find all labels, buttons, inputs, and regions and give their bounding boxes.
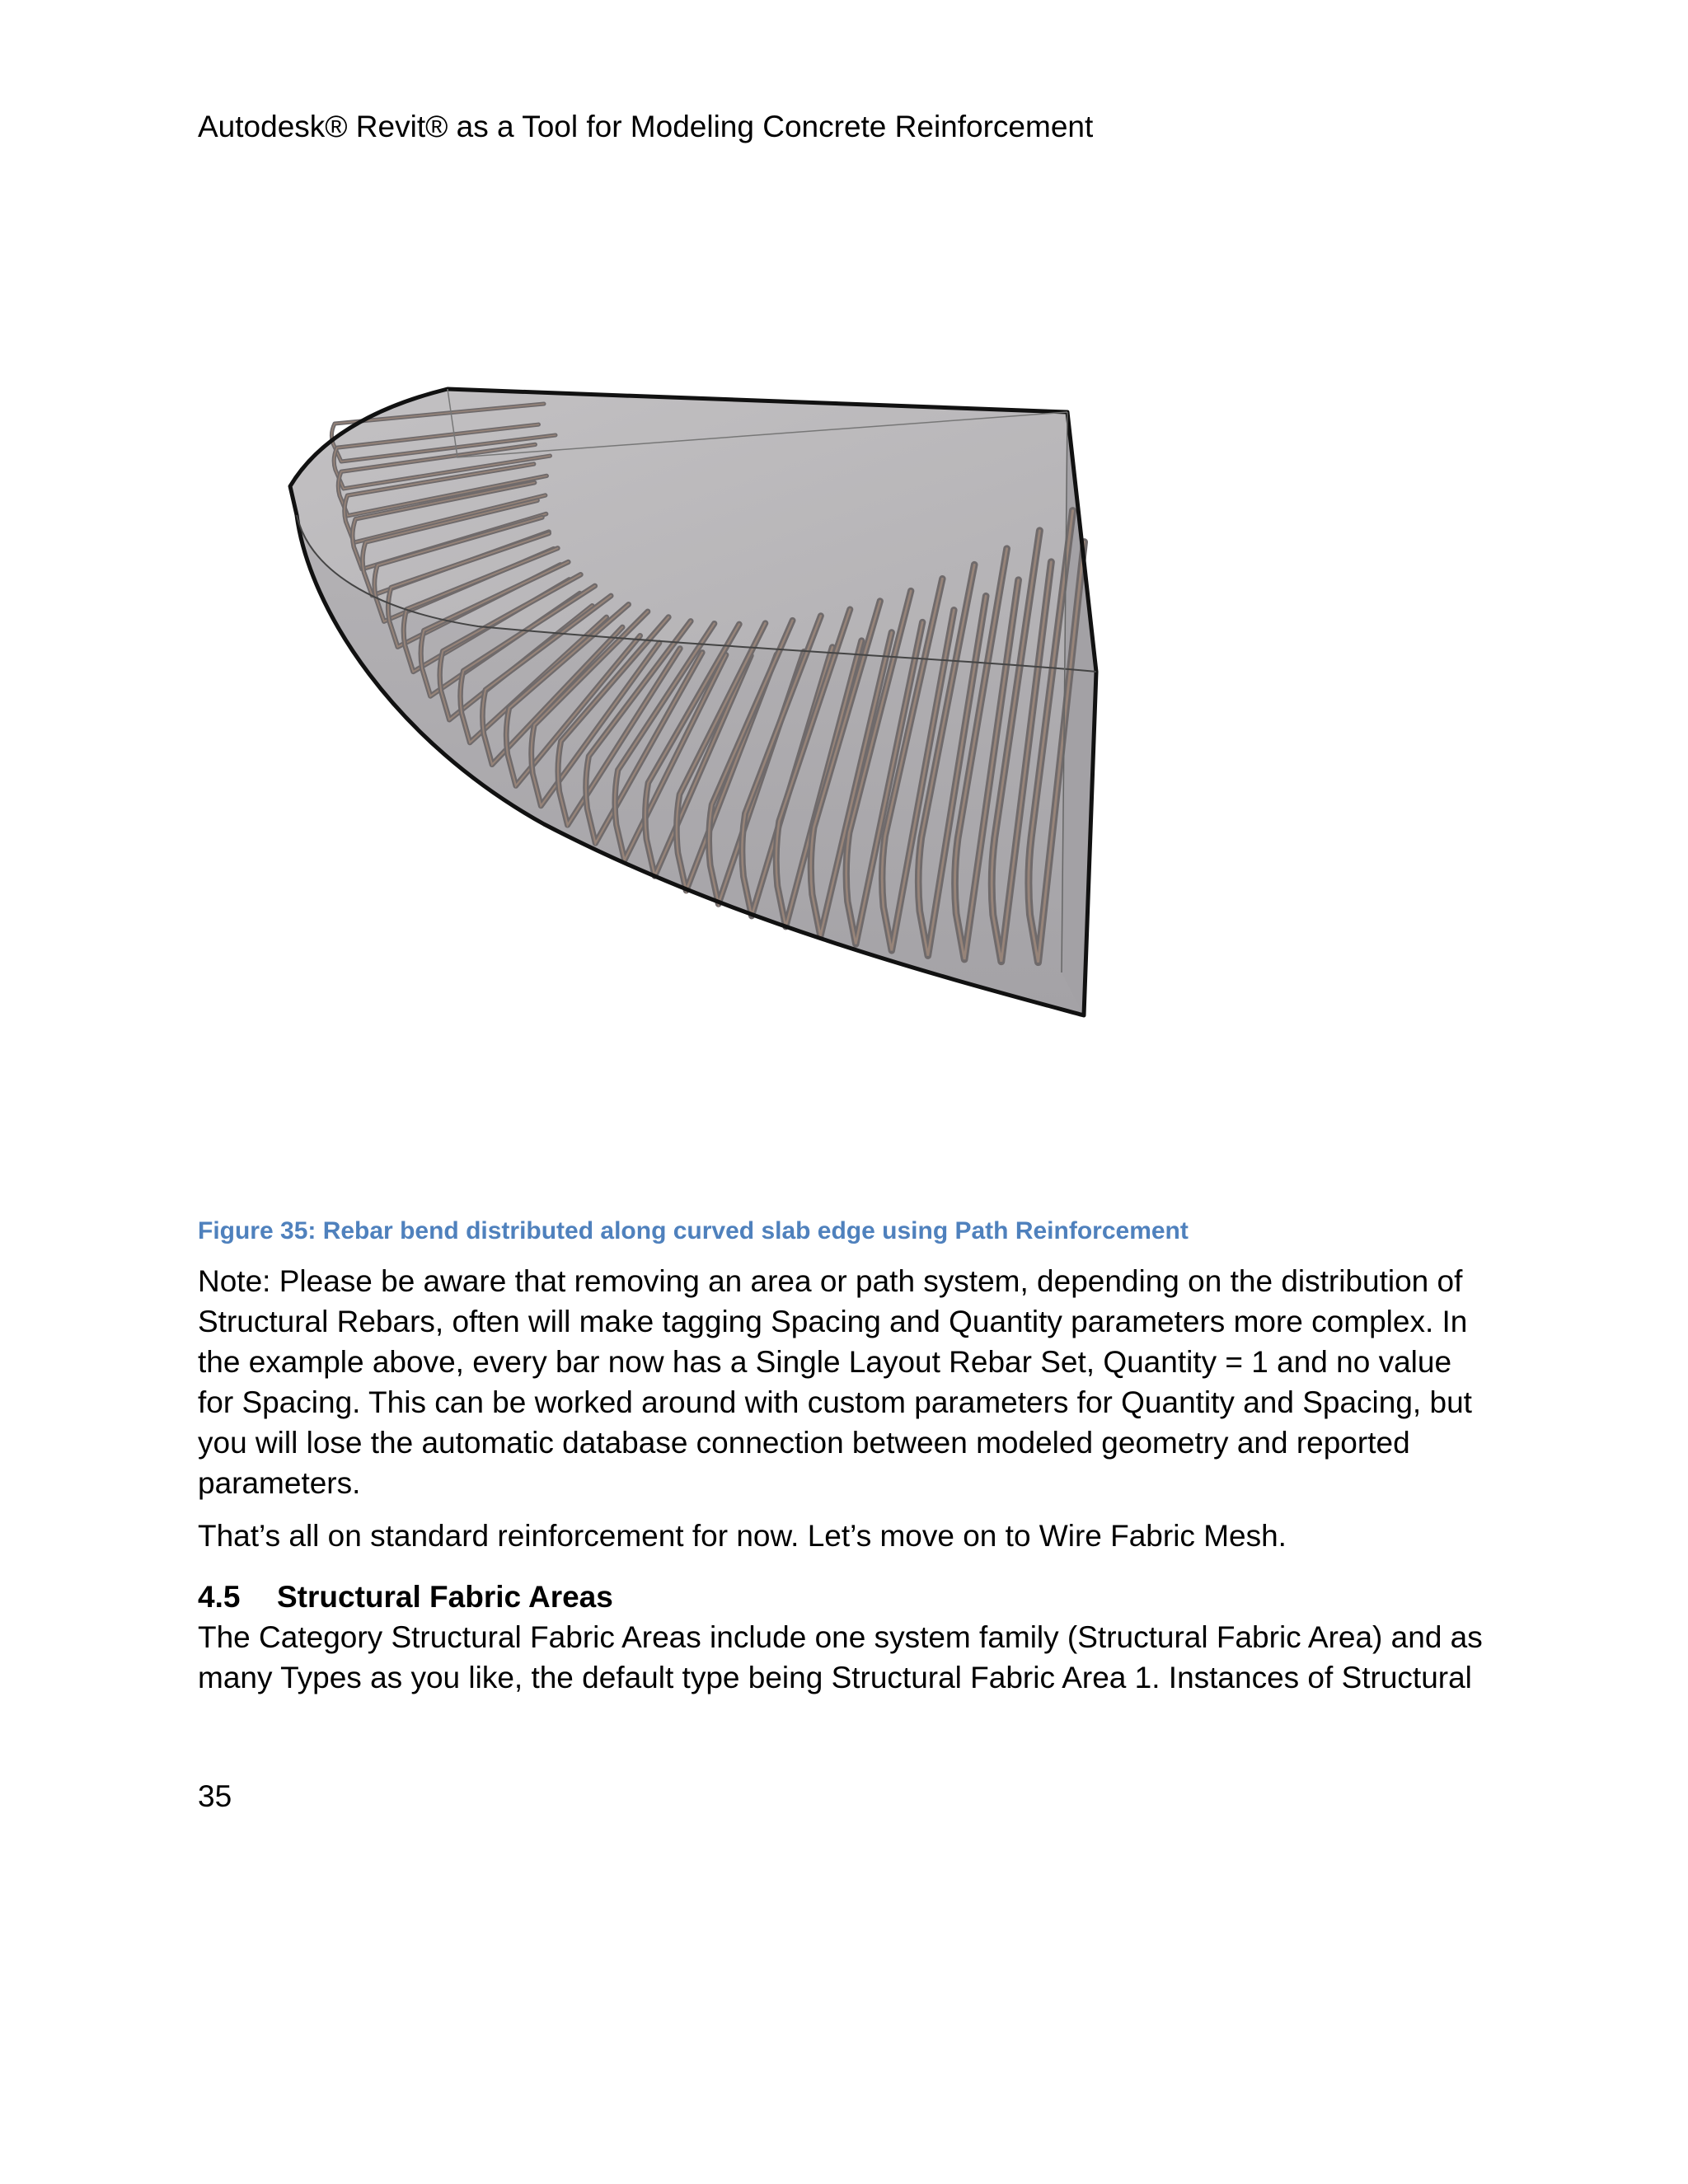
figure-caption: Figure 35: Rebar bend distributed along curved slab edge using Path Reinforcement xyxy=(198,1217,1189,1244)
paragraph-standard-reinforcement: That’s all on standard reinforcement for now. Let’s move on to Wire Fabric Mesh. xyxy=(198,1519,1287,1553)
section-title: Structural Fabric Areas xyxy=(277,1580,613,1614)
page-number: 35 xyxy=(198,1779,232,1813)
paragraph-line: many Types as you like, the default type being Structural Fabric Area 1. Instances of Structural xyxy=(198,1661,1472,1694)
note-line: Note: Please be aware that removing an area or path system, depending on the distribution of xyxy=(198,1264,1463,1298)
note-line: you will lose the automatic database connection between modeled geometry and reported xyxy=(198,1426,1410,1460)
figure-rebar-curved-slab xyxy=(272,363,1426,1203)
paragraph-fabric-areas xyxy=(198,1617,1483,1698)
note-paragraph xyxy=(198,1261,1500,1503)
note-line: parameters. xyxy=(198,1466,361,1500)
note-line: for Spacing. This can be worked around with custom parameters for Quantity and Spacing, but xyxy=(198,1385,1472,1419)
rebar-slab-illustration xyxy=(272,363,1426,1203)
paragraph-line: The Category Structural Fabric Areas include one system family (Structural Fabric Area) and as xyxy=(198,1620,1483,1654)
note-line: Structural Rebars, often will make tagging Spacing and Quantity parameters more complex. In xyxy=(198,1305,1468,1338)
page-header: Autodesk® Revit® as a Tool for Modeling Concrete Reinforcement xyxy=(198,110,1094,143)
section-number: 4.5 xyxy=(198,1580,241,1614)
note-line: the example above, every bar now has a Single Layout Rebar Set, Quantity = 1 and no value xyxy=(198,1345,1452,1379)
section-heading xyxy=(198,1577,613,1617)
